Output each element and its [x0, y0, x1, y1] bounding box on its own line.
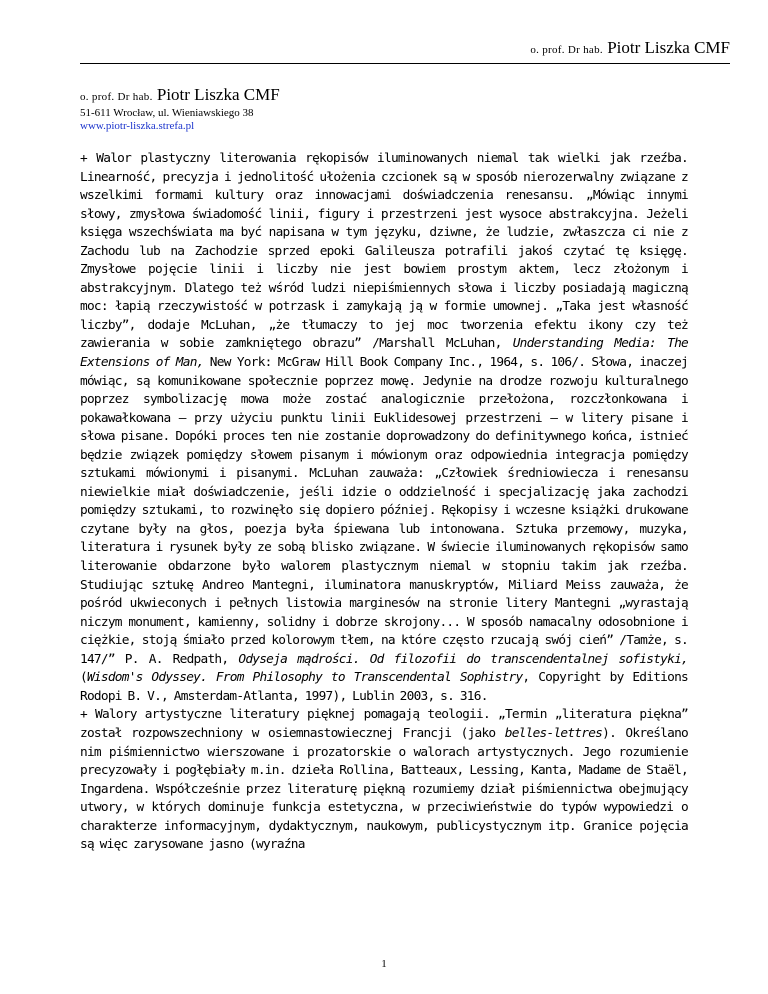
paragraph-text: ). Określano nim piśmiennictwo wierszowane i prozatorskie o walorach artystycznych. Jego rozumienie precyzowały i pogłębiały m.in. dzieła Rollina, Batteaux, Lessing, Kanta, Madame de Staël, Ingardena. Współcześnie przez literaturę piękną rozumiemy dział piśmiennictwa obejmujący utwory, w których dominuje funkcja estetyczna, w przeciwieństwie do typów wypowiedzi o charakterze informacyjnym, dydaktycznym, naukowym, publicystycznym itp. Granice pojęcia są więc zarysowane jasno (wyraźna: [80, 725, 689, 853]
author-prefix: o. prof. Dr hab.: [80, 91, 153, 103]
paragraph-text: , Copyright by Editions Rodopi B. V., Amsterdam-Atlanta, 1997), Lublin 2003, s. 316.: [80, 670, 688, 704]
italic-text: Wisdom's Odyssey. From Philosophy to Transcendental Sophistry: [86, 670, 523, 686]
author-title: [80, 85, 280, 107]
author-url[interactable]: www.piotr-liszka.strefa.pl: [80, 120, 195, 132]
paragraph-text: (: [80, 670, 87, 686]
paragraph-text: + Walor plastyczny literowania rękopisów iluminowanych niemal tak wielki jak rzeźba. Linearność, precyzja i jednolitość ułożenia czcionek są w sposób nierozerwalny związane z wszelkimi formami kultury oraz innowacjami doświadczenia renesansu. „Mówiąc innymi słowy, zmysłowa świadomość linii, figury i przestrzeni jest wysoce abstrakcyjna. Jeżeli księga wszechświata ma być napisana w tym języku, dziwne, że ludzie, zwłaszcza ci nie z Zachodu lub na Zachodzie sprzed epoki Galileusza potrafili jakoś czytać tę księgę. Zmysłowe pojęcie linii i liczby nie jest bowiem prostym aktem, lecz złożonym i abstrakcyjnym. Dlatego też wśród ludzi niepiśmiennych słowa i liczby posiadają magiczną moc: łapią rzeczywistość w potrzask i zamykają ją w formie umownej. „Taka jest własność liczby”, dodaje McLuhan, „że tłumaczy to jej moc tworzenia efektu ikony czy też zawierania w sobie zamkniętego obrazu” /Marshall McLuhan,: [80, 151, 688, 352]
header-title-prefix: o. prof. Dr hab.: [530, 44, 603, 56]
body-paragraph: [80, 150, 688, 706]
italic-text: Understanding Media: The Extensions of Man,: [80, 336, 688, 371]
body-paragraph: [80, 706, 688, 854]
italic-text: Odyseja mądrości. Od filozofii do transcendentalnej sofistyki,: [238, 651, 688, 667]
document-body: [80, 150, 688, 855]
page-number: 1: [381, 958, 387, 970]
running-header: [530, 38, 730, 60]
author-block: [80, 85, 280, 133]
author-address: 51-611 Wrocław, ul. Wieniawskiego 38: [80, 107, 254, 119]
author-name: Piotr Liszka CMF: [156, 85, 280, 104]
italic-text: belles-lettres: [504, 725, 603, 741]
header-author-name: Piotr Liszka CMF: [607, 38, 730, 57]
header-rule: [80, 63, 730, 64]
paragraph-text: + Walory artystyczne literatury pięknej pomagają teologii. „Termin „literatura piękna” został rozpowszechniony w osiemnastowiecznej Francji (jako: [80, 707, 688, 741]
paragraph-text: New York: McGraw Hill Book Company Inc., 1964, s. 106/. Słowa, inaczej mówiąc, są komunikowane społecznie poprzez mowę. Jedynie na drodze rozwoju kulturalnego poprzez symbolizację mowa może zostać analogicznie przełożona, rozczłonkowana i pokawałkowana – przy użyciu punktu linii Euklidesowej przestrzeni – w litery pisane i słowa pisane. Dopóki proces ten nie zostanie doprowadzony do definitywnego końca, istnieć będzie związek pomiędzy słowem pisanym i mówionym oraz odpowiednia integracja pomiędzy sztukami mówionymi i pisanymi. McLuhan zauważa: „Człowiek średniowiecza i renesansu niewielkie miał doświadczenie, jeśli idzie o oddzielność i specjalizację jaka zachodzi pomiędzy sztukami, to rozwinęło się dopiero później. Rękopisy i wczesne książki drukowane czytane były na głos, poezja była śpiewana lub intonowana. Sztuka przemowy, muzyka, literatura i rysunek były ze sobą blisko związane. W świecie iluminowanych rękopisów samo literowanie obdarzone było walorem plastycznym niemal w stopniu takim jak rzeźba. Studiując sztukę Andreo Mantegni, iluminatora manuskryptów, Miliard Meiss zauważa, że pośród ukwieconych i pełnych listowia marginesów na stronie litery Mantegni „wyrastają niczym monument, kamienny, solidny i dobrze skrojony... W sposób namacalny odosobnione i ciężkie, stoją śmiało przed kolorowym tłem, na które często rzucają swój cień” /Tamże, s. 147/” P. A. Redpath,: [80, 355, 688, 667]
